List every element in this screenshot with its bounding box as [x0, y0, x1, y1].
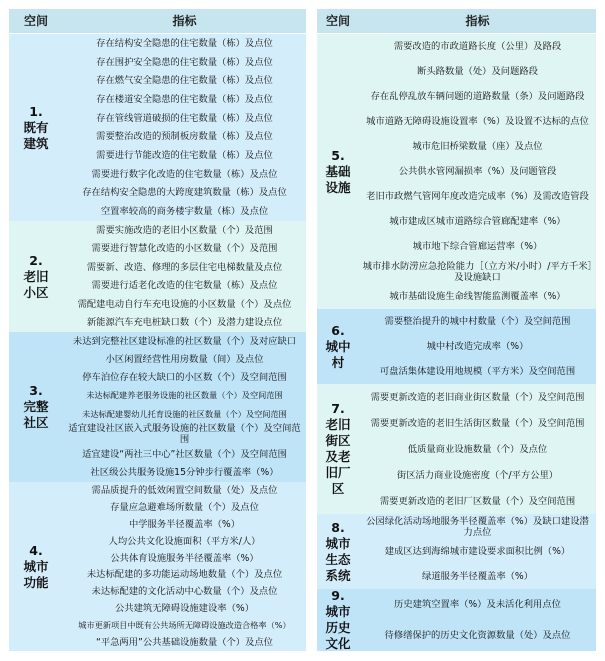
section: [317, 34, 596, 309]
indicator-list: [359, 384, 596, 514]
indicator-item: 存在结构安全隐患的住宅数量（栋）及点位: [96, 37, 273, 49]
indicator-item: 新能源汽车充电桩缺口数（个）及潜力建设点位: [86, 317, 283, 329]
right-table: [317, 9, 596, 651]
indicator-item: 适宜建设社区嵌入式服务设施的社区数量（个）及空间范围: [68, 423, 301, 446]
indicator-item: 人均公共文化设施面积（平方米/人）: [108, 535, 261, 547]
indicator-item: 需要整治改造的预制板房数量（栋）及点位: [96, 131, 273, 143]
indicator-item: 历史建筑空置率（%）及未活化利用点位: [394, 599, 561, 610]
indicator-item: 城中村改造完成率（%）: [426, 341, 529, 352]
section: [9, 221, 306, 332]
indicator-item: 未达标配建的文化活动中心数量（个）及点位: [91, 586, 278, 598]
indicator-item: 城市基础设施生命线智能监测覆盖率（%）: [389, 291, 566, 302]
section-name: 3. 完整 社区: [23, 383, 49, 430]
indicator-item: 城市危旧桥梁数量（座）及点位: [412, 141, 543, 152]
section: [317, 309, 596, 384]
left-table: [9, 9, 306, 651]
indicator-item: 需要改造的市政道路长度（公里）及路段: [393, 41, 562, 52]
indicator-item: 公共体育设施服务半径覆盖率（%）: [110, 552, 259, 564]
indicator-list: [63, 34, 306, 221]
section-name: 2. 老旧 小区: [23, 252, 49, 300]
indicator-item: 需配建电动自行车充电设施的小区数量（个）及点位: [77, 298, 292, 310]
indicator-item: 需要进行数字化改造的住宅数量（栋）及点位: [91, 168, 278, 180]
header-space: 空间: [325, 14, 350, 28]
indicator-item: 需要整治提升的城中村数量（个）及空间范围: [384, 316, 571, 327]
indicator-item: 公共供水管网漏损率（%）及问题管段: [398, 166, 557, 177]
section-name: 1. 既有 建筑: [23, 103, 49, 151]
indicator-list: [359, 34, 596, 309]
section-name: 4. 城市 功能: [23, 542, 49, 590]
indicator-item: 公园绿化活动场地服务半径覆盖率（%）及缺口建设潜力点位: [366, 515, 589, 538]
indicator-item: 小区闲置经营性用房数量（间）及点位: [105, 353, 264, 365]
table-header: [317, 9, 596, 33]
indicator-item: 需要更新改造的老旧生活街区数量（个）及空间范围: [370, 417, 585, 429]
indicator-item: 存量应急避难场所数量（个）及点位: [110, 501, 259, 513]
indicator-item: 绿道服务半径覆盖率（%）: [421, 571, 534, 582]
indicator-item: 停车泊位存在较大缺口的小区数（个）及空间范围: [82, 372, 287, 384]
indicator-item: 需要进行适老化改造的住宅数量（栋）及点位: [91, 280, 278, 292]
indicator-item: 适宜建设“两社三中心”社区数量（个）及空间范围: [82, 449, 287, 461]
header-indicator: 指标: [172, 14, 197, 28]
section-name: 6. 城中 村: [325, 322, 351, 370]
section: [317, 514, 596, 589]
indicator-item: 城市更新项目中既有公共场所无障碍设施改造合格率（%）: [78, 620, 291, 631]
indicator-item: 未达到完整社区建设标准的社区数量（个）及对应缺口: [72, 335, 297, 347]
indicator-item: 需要实施改造的老旧小区数量（个）及范围: [96, 224, 273, 236]
section: [9, 482, 306, 651]
section-name: 8. 城市 生态 系统: [325, 519, 351, 583]
indicator-item: 未达标配建养老服务设施的社区数量（个）及空间范围: [86, 390, 283, 401]
indicator-item: 建成区达到海绵城市建设要求面积比例（%）: [384, 546, 571, 557]
indicator-item: 存在燃气安全隐患的住宅数量（栋）及点位: [96, 75, 273, 87]
section-name: 5. 基础 设施: [325, 147, 351, 195]
indicator-item: 城市排水防涝应急抢险能力［（立方米/小时）/平方千米］及设施缺口: [362, 260, 593, 283]
indicator-item: 城市地下综合管廊运营率（%）: [412, 241, 543, 252]
section-name: 9. 城市 历史 文化: [325, 588, 351, 651]
indicator-item: 老旧市政燃气管网年度改造完成率（%）及需改造管段: [366, 191, 589, 202]
indicator-list: [63, 482, 306, 651]
indicator-item: 公共建筑无障碍设施建设率（%）: [115, 603, 254, 615]
header-indicator: 指标: [465, 14, 490, 28]
indicator-item: 需要进行智慧化改造的小区数量（个）及范围: [91, 243, 278, 255]
indicator-item: 待修缮保护的历史文化资源数量（处）及点位: [384, 630, 571, 641]
indicator-item: 街区活力商业设施密度（个/平方公里）: [396, 469, 559, 481]
indicator-item: 存在结构安全隐患的大跨度建筑数量（栋）及点位: [82, 187, 287, 199]
table-header: [9, 9, 306, 33]
indicator-item: 空置率较高的商务楼宇数量（栋）及点位: [100, 206, 269, 218]
indicator-item: 需要新、改造、修理的多层住宅电梯数量及点位: [86, 261, 283, 273]
header-space: 空间: [23, 14, 48, 28]
indicator-list: [359, 309, 596, 384]
indicator-item: 未达标配建婴幼儿托育设施的社区数量（个）及空间范围: [82, 408, 287, 419]
indicator-item: 需品质提升的低效闲置空间数量（处）及点位: [91, 484, 278, 496]
indicator-item: “平急两用”公共基础设施数量（个）及点位: [96, 637, 273, 649]
indicator-item: 可盘活集体建设用地规模（平方米）及空间范围: [379, 366, 576, 377]
indicator-item: 城市建成区城市道路综合管廊配建率（%）: [389, 216, 566, 227]
section: [317, 589, 596, 651]
indicator-list: [359, 514, 596, 589]
indicator-item: 中学服务半径覆盖率（%）: [128, 518, 241, 530]
indicator-list: [63, 332, 306, 482]
indicator-list: [63, 221, 306, 332]
indicator-item: 城市道路无障碍设施设置率（%）及设置不达标的点位: [366, 116, 589, 127]
indicator-item: 社区级公共服务设施15分钟步行覆盖率（%）: [90, 467, 279, 479]
indicator-item: 存在乱停乱放车辆问题的道路数量（条）及问题路段: [370, 91, 585, 102]
indicator-item: 未达标配建的多功能运动场地数量（个）及点位: [86, 569, 283, 581]
indicator-item: 断头路数量（处）及问题路段: [417, 66, 538, 77]
indicator-item: 低质量商业设施数量（个）及点位: [407, 443, 548, 455]
section-name: 7. 老旧 街区 及老 旧厂 区: [325, 401, 351, 496]
indicator-item: 需要更新改造的老旧厂区数量（个）及空间范围: [379, 495, 576, 507]
section: [9, 332, 306, 482]
indicator-item: 存在楼道安全隐患的住宅数量（栋）及点位: [96, 93, 273, 105]
indicator-item: 需要更新改造的老旧商业街区数量（个）及空间范围: [370, 391, 585, 403]
section: [317, 384, 596, 514]
indicator-list: [359, 589, 596, 651]
section: [9, 34, 306, 221]
indicator-item: 需要进行节能改造的住宅数量（栋）及点位: [96, 150, 273, 162]
indicator-item: 存在管线管道破损的住宅数量（栋）及点位: [96, 112, 273, 124]
indicator-item: 存在围护安全隐患的住宅数量（栋）及点位: [96, 56, 273, 68]
